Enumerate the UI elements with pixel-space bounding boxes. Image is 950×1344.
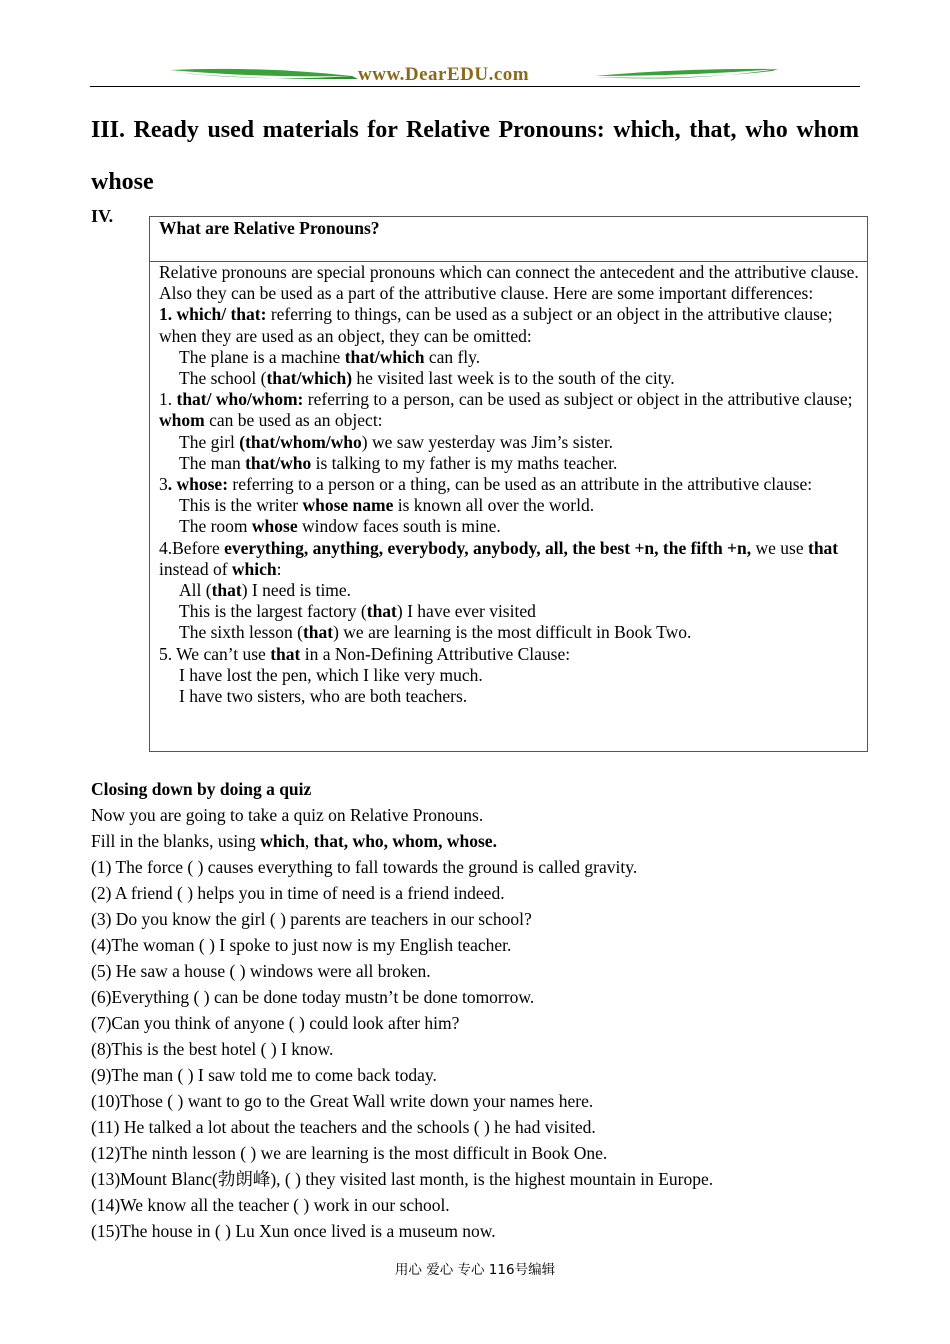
rule-2: 1. that/ who/whom: referring to a person, can be used as subject or object in the attributive clause; whom can be used as an object: — [159, 389, 853, 431]
quiz-item: (11) He talked a lot about the teachers and the schools ( ) he had visited. — [91, 1117, 596, 1137]
quiz-item: (5) He saw a house ( ) windows were all broken. — [91, 961, 431, 981]
relative-pronouns-box — [149, 216, 868, 752]
quiz-item: (4)The woman ( ) I spoke to just now is my English teacher. — [91, 935, 512, 955]
rule-1: 1. which/ that: referring to things, can be used as a subject or an object in the attributive clause; when they are used as an object, they can be omitted: — [159, 304, 833, 346]
quiz-item: (7)Can you think of anyone ( ) could look after him? — [91, 1013, 460, 1033]
site-url-logo: www.DearEDU.com — [358, 64, 530, 85]
quiz-section — [91, 776, 891, 1244]
example-5: This is the writer whose name is known all over the world. — [179, 495, 595, 516]
example-3: The girl (that/whom/who) we saw yesterday was Jim’s sister. — [179, 431, 614, 452]
rule-3: 3. whose: referring to a person or a thing, can be used as an attribute in the attributive clause: — [159, 474, 813, 495]
intro-paragraph: Relative pronouns are special pronouns which can connect the antecedent and the attributive clause. Also they can be used as a part of the attributive clause. Here are some important differences: — [159, 262, 859, 304]
box-body — [150, 262, 867, 707]
example-1: The plane is a machine that/which can fly. — [179, 346, 481, 367]
quiz-instructions: Fill in the blanks, using which, that, who, whom, whose. — [91, 831, 497, 851]
quiz-intro: Now you are going to take a quiz on Relative Pronouns. — [91, 805, 484, 825]
quiz-item: (9)The man ( ) I saw told me to come back today. — [91, 1065, 437, 1085]
rule-4: 4.Before everything, anything, everybody, anybody, all, the best +n, the fifth +n, we use that instead of which: — [159, 537, 839, 579]
section-label: IV. — [91, 206, 114, 226]
page-heading: III. Ready used materials for Relative Pronouns: which, that, who whom whose — [91, 117, 859, 195]
quiz-title: Closing down by doing a quiz — [91, 779, 312, 799]
quiz-item: (15)The house in ( ) Lu Xun once lived is a museum now. — [91, 1221, 496, 1241]
example-2: The school (that/which) he visited last week is to the south of the city. — [179, 368, 675, 389]
example-10: I have lost the pen, which I like very much. — [179, 664, 483, 685]
quiz-item: (2) A friend ( ) helps you in time of need is a friend indeed. — [91, 883, 505, 903]
quiz-item: (6)Everything ( ) can be done today mustn’t be done tomorrow. — [91, 987, 535, 1007]
box-title: What are Relative Pronouns? — [150, 217, 867, 262]
example-6: The room whose window faces south is mine. — [179, 516, 501, 537]
example-11: I have two sisters, who are both teachers. — [179, 686, 468, 707]
quiz-item: (3) Do you know the girl ( ) parents are teachers in our school? — [91, 909, 532, 929]
example-4: The man that/who is talking to my father is my maths teacher. — [179, 452, 618, 473]
header-divider — [90, 86, 860, 87]
example-8: This is the largest factory (that) I have ever visited — [179, 601, 536, 622]
example-9: The sixth lesson (that) we are learning is the most difficult in Book Two. — [179, 622, 692, 643]
quiz-item: (13)Mount Blanc(勃朗峰), ( ) they visited last month, is the highest mountain in Europe. — [91, 1169, 714, 1189]
quiz-item: (8)This is the best hotel ( ) I know. — [91, 1039, 334, 1059]
quiz-item: (1) The force ( ) causes everything to fall towards the ground is called gravity. — [91, 857, 638, 877]
page-footer: 用心 爱心 专心 116号编辑 — [394, 1262, 556, 1278]
rule-5: 5. We can’t use that in a Non-Defining Attributive Clause: — [159, 643, 571, 664]
example-7: All (that) I need is time. — [179, 580, 352, 601]
quiz-item: (12)The ninth lesson ( ) we are learning is the most difficult in Book One. — [91, 1143, 608, 1163]
quiz-item: (14)We know all the teacher ( ) work in our school. — [91, 1195, 450, 1215]
quiz-item: (10)Those ( ) want to go to the Great Wall write down your names here. — [91, 1091, 594, 1111]
